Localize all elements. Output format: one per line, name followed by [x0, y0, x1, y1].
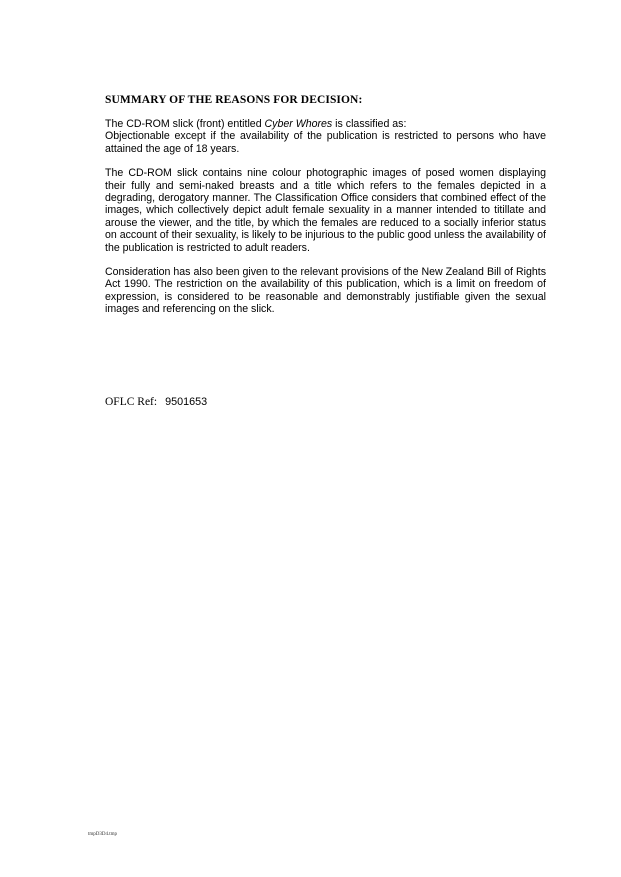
bill-of-rights-paragraph: Consideration has also been given to the relevant provisions of the New Zealand Bill of Rights Act 1990. The restriction on the availability of this publication, which is a limit on freedom of expression, is considered to be reasonable and demonstrably justifiable given the sexual images and referencing on the slick.: [105, 266, 546, 316]
summary-heading: SUMMARY OF THE REASONS FOR DECISION:: [105, 94, 363, 106]
intro-prefix: The CD-ROM slick (front) entitled: [105, 118, 265, 130]
oflc-reference: [105, 395, 207, 409]
reasons-paragraph: The CD-ROM slick contains nine colour photographic images of posed women displaying their fully and semi-naked breasts and a title which refers to the females depicted in a degrading, derogatory manner. The Classification Office considers that combined effect of the images, which collectively depict adult female sexuality in a manner intended to titillate and arouse the viewer, and the title, by which the females are reduced to a socially inferior status on account of their sexuality, is likely to be injurious to the public good unless the availability of the publication is restricted to adult readers.: [105, 167, 546, 254]
reference-label: OFLC Ref:: [105, 396, 158, 408]
publication-title: Cyber Whores: [264, 118, 333, 130]
document-body: [105, 93, 546, 328]
classification-intro: [105, 118, 546, 155]
classification-text: Objectionable except if the availability of the publication is restricted to persons who have attained the age of 18 years.: [105, 130, 546, 155]
reference-number: 9501653: [165, 396, 208, 408]
footer-filename: tmpD3D4.tmp: [88, 832, 118, 837]
intro-suffix: is classified as:: [332, 118, 407, 130]
intro-line: [105, 118, 546, 130]
